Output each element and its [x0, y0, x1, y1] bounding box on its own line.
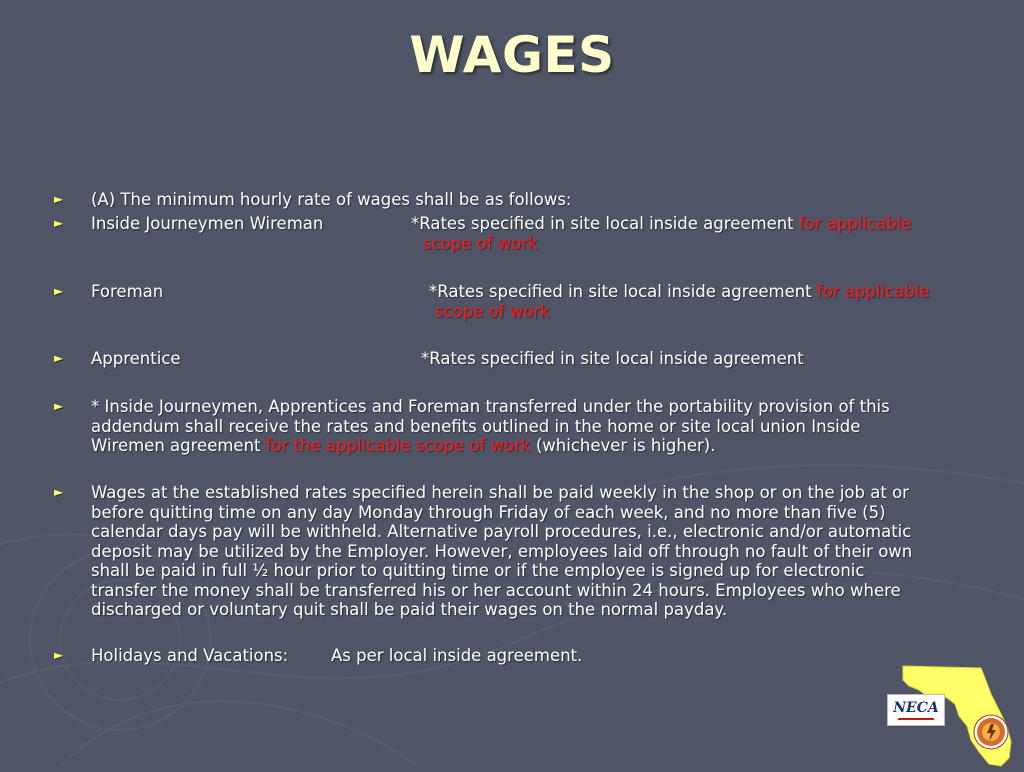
bullet-arrow-icon: ►: [54, 351, 64, 365]
wage-rate: *Rates specified in site local inside agreement: [421, 349, 804, 368]
paragraph-line: shall be paid in full ½ hour prior to quitting time or if the employee is signed up for electronic: [91, 561, 865, 580]
holidays-label: Holidays and Vacations:: [91, 646, 289, 665]
bullet-item: [54, 282, 984, 322]
rate-highlight-cont: scope of work: [435, 302, 550, 321]
bullet-item: [54, 483, 984, 623]
rate-text: *Rates specified in site local inside agreement: [411, 214, 799, 233]
paragraph-line: * Inside Journeymen, Apprentices and Foreman transferred under the portability provision of this: [91, 397, 890, 416]
neca-logo: [887, 694, 945, 726]
portability-paragraph: [91, 397, 971, 456]
bullet-arrow-icon: ►: [54, 485, 64, 499]
wage-label: Foreman: [91, 282, 164, 301]
rate-highlight: for applicable: [798, 214, 912, 233]
wage-label: Inside Journeymen Wireman: [91, 214, 324, 233]
holidays-value: As per local inside agreement.: [331, 646, 583, 665]
paragraph-line: calendar days pay will be withheld. Alternative payroll procedures, i.e., electronic and/or automatic: [91, 522, 912, 541]
paragraph-line: transfer the money shall be transferred his or her account within 24 hours. Employees who where: [91, 580, 901, 600]
paragraph-line: addendum shall receive the rates and benefits outlined in the home or site local union Inside: [91, 416, 861, 436]
wage-rate: [411, 214, 911, 234]
line-text: (whichever is higher).: [530, 436, 716, 455]
bullet-item: [54, 397, 984, 457]
bullet-arrow-icon: ►: [54, 216, 64, 230]
wage-label: Apprentice: [91, 349, 181, 368]
rate-highlight: for the applicable scope of work: [265, 436, 531, 455]
bullet-arrow-icon: ►: [54, 648, 64, 662]
paragraph-line: before quitting time on any day Monday through Friday of each week, and no more than five (5): [91, 502, 886, 522]
neca-logo-text: NECA: [893, 700, 939, 716]
slide-title: WAGES: [409, 26, 615, 84]
paragraph-line: discharged or voluntary quit shall be paid their wages on the normal payday.: [91, 600, 728, 619]
bullet-arrow-icon: ►: [54, 284, 64, 298]
wage-rate: [429, 282, 929, 302]
paragraph-line: Wages at the established rates specified herein shall be paid weekly in the shop or on the job at or: [91, 483, 909, 502]
rate-highlight-cont: scope of work: [423, 234, 538, 253]
line-text: Wiremen agreement: [91, 436, 266, 455]
rate-highlight: for applicable: [816, 282, 930, 301]
paragraph-line: deposit may be utilized by the Employer. However, employees laid off through no fault of their own: [91, 541, 913, 561]
rate-text: *Rates specified in site local inside agreement: [429, 282, 817, 301]
ibew-seal-icon: [973, 714, 1009, 750]
bullet-arrow-icon: ►: [54, 192, 64, 206]
logo-group: [885, 664, 1015, 768]
bullet-arrow-icon: ►: [54, 399, 64, 413]
payment-paragraph: [91, 483, 971, 620]
paragraph-line: [91, 436, 971, 456]
bullet-text: (A) The minimum hourly rate of wages shall be as follows:: [91, 190, 572, 209]
bullet-item: [54, 214, 984, 254]
